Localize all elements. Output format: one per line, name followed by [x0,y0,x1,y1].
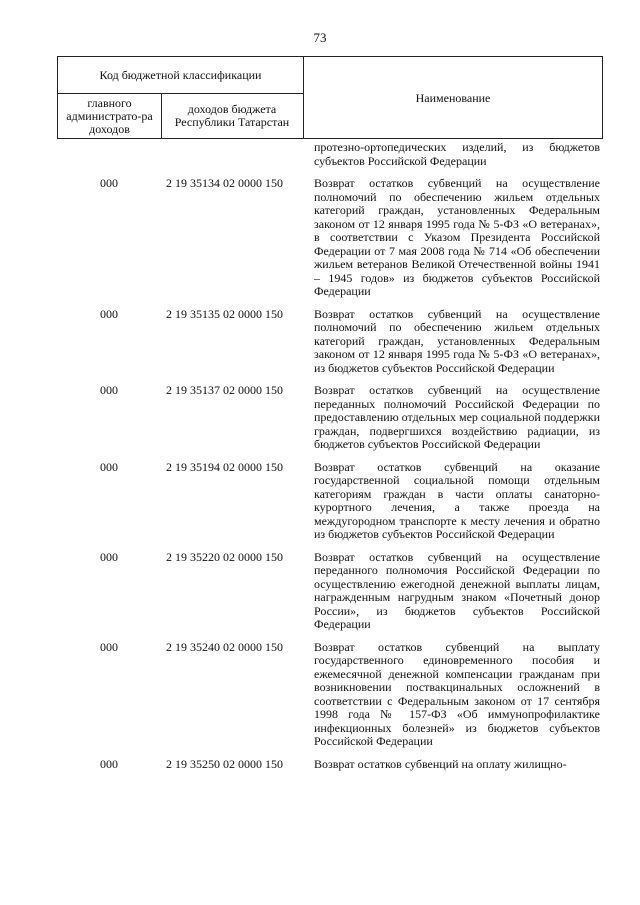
row-name: Возврат остатков субвенций на осуществление переданных полномочий Российской Федерации по предоставлению отдельных мер социальной поддержки граждан, подвергшихся воздействию радиации, из бюджетов субъектов Российской Федерации [314,383,600,451]
table-row-continuation [0,139,640,168]
table-row [0,459,640,542]
header-admin-code: главного администрато-ра доходов [66,95,153,136]
table-row [0,382,640,452]
table-body [0,139,640,771]
admin-code: 000 [100,549,118,564]
budget-code: 2 19 35135 02 0000 150 [166,306,283,321]
budget-code: 2 19 35194 02 0000 150 [166,459,283,474]
admin-code: 000 [100,306,118,321]
admin-code: 000 [100,383,118,397]
row-name: Возврат остатков субвенций на осуществление переданного полномочия Российской Федерации по осуществлению ежегодной денежной выплаты лицам, награжденным нагрудным знаком «Почетный донор России», из бюджетов субъектов Российской Федерации [314,549,600,631]
row-name: Возврат остатков субвенций на оплату жилищно- [314,756,567,771]
admin-code: 000 [100,176,118,190]
table-row [0,756,640,772]
table-header [57,56,603,139]
budget-code: 2 19 35137 02 0000 150 [166,383,283,397]
budget-code: 2 19 35240 02 0000 150 [166,639,283,654]
header-group-title: Код бюджетной классификации [99,67,262,82]
page-number: 73 [313,30,327,45]
continuation-text: протезно-ортопедических изделий, из бюджетов субъектов Российской Федерации [314,140,600,168]
budget-code: 2 19 35134 02 0000 150 [166,176,283,190]
table-row [0,639,640,749]
header-divider [303,57,304,138]
row-name: Возврат остатков субвенций на осуществление полномочий по обеспечению жильем отдельных категорий граждан, установленных Федеральным законом от 12 января 1995 года № 5-ФЗ «О ветеранах», в соответствии с Указом Президента Российской Федерации от 7 мая 2008 года № 714 «Об обеспечении жильем ветеранов Великой Отечественной войны 1941 – 1945 годов» из бюджетов субъектов Российской Федерации [314,176,600,298]
header-income-code: доходов бюджета Республики Татарстан [174,102,290,129]
row-name: Возврат остатков субвенций на осуществление полномочий по обеспечению жильем отдельных категорий граждан, установленных Федеральным законом от 12 января 1995 года № 5-ФЗ «О ветеранах», из бюджетов субъектов Российской Федерации [314,306,600,375]
header-divider [58,93,303,94]
admin-code: 000 [100,459,118,474]
header-divider [161,93,162,138]
header-name: Наименование [415,90,491,105]
budget-code: 2 19 35250 02 0000 150 [166,756,283,771]
row-name: Возврат остатков субвенций на выплату государственного единовременного пособия и ежемесячной денежной компенсации гражданам при возникновении поствакцинальных осложнений в соответствии с Федеральным законом от 17 сентября 1998 года № 157-ФЗ «Об иммунопрофилактике инфекционных болезней» из бюджетов субъектов Российской Федерации [314,639,600,748]
table-row [0,549,640,632]
budget-code: 2 19 35220 02 0000 150 [166,549,283,564]
row-name: Возврат остатков субвенций на оказание государственной социальной помощи отдельным категориям граждан в части оплаты санаторно-курортного лечения, а также проезда на междугородном транспорте к месту лечения и обратно из бюджетов субъектов Российской Федерации [314,459,600,541]
admin-code: 000 [100,639,118,654]
table-row [0,175,640,299]
table-row [0,306,640,376]
admin-code: 000 [100,756,118,771]
